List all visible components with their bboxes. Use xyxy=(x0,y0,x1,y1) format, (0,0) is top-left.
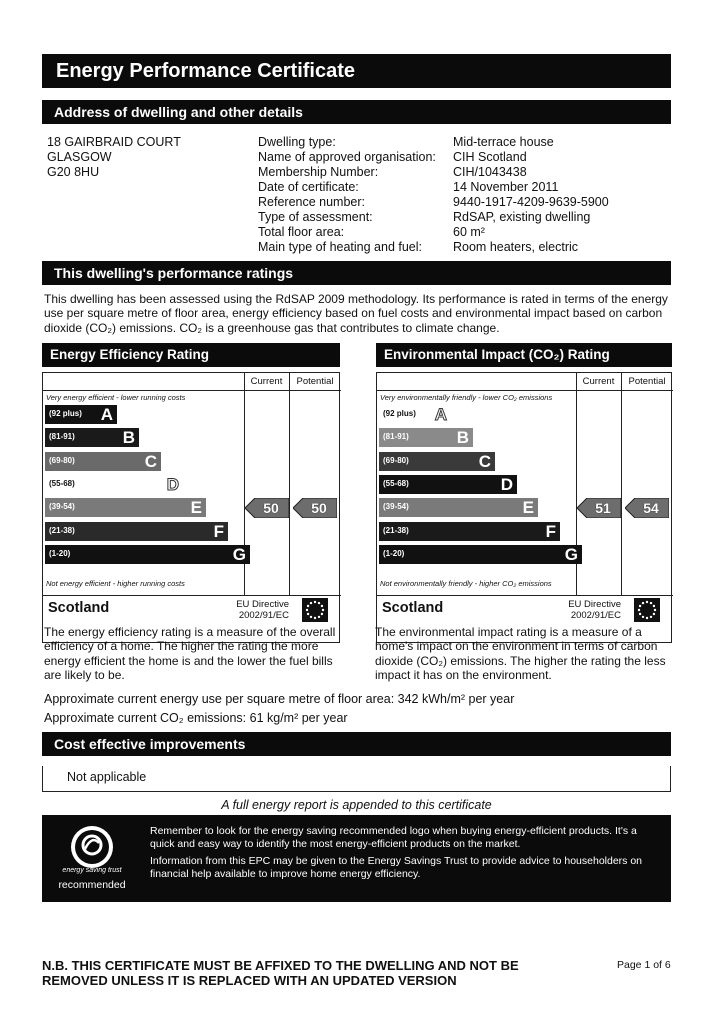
env-band-f xyxy=(379,522,560,541)
energy-divider xyxy=(43,390,341,391)
environmental-explanation: The environmental impact rating is a measure of a home's impact on the environment in terms of carbon dioxide (CO₂) emissions. The higher the rating the less impact it has on the environment. xyxy=(375,625,666,682)
address-section-heading: Address of dwelling and other details xyxy=(42,100,671,124)
env-bottom-note: Not environmentally friendly - higher CO₂ emissions xyxy=(380,579,552,588)
detail-value: Mid-terrace house xyxy=(453,135,554,149)
energy-band-letter: D xyxy=(166,474,179,494)
env-band-b xyxy=(379,428,473,447)
env-potential-pointer xyxy=(625,498,669,518)
energy-eu-flag-icon xyxy=(302,598,328,622)
env-region: Scotland xyxy=(382,600,444,616)
env-band-range: (69-80) xyxy=(383,455,409,465)
env-band-g xyxy=(379,545,582,564)
energy-band-range: (69-80) xyxy=(49,455,75,465)
improvements-heading: Cost effective improvements xyxy=(42,732,671,756)
energy-current-pointer-value: 50 xyxy=(263,500,279,517)
env-band-letter: D xyxy=(500,474,513,494)
detail-value: RdSAP, existing dwelling xyxy=(453,210,591,224)
detail-label: Date of certificate: xyxy=(258,180,359,194)
energy-saving-trust-logo xyxy=(54,823,130,891)
badge-text: energy saving trust xyxy=(62,867,122,874)
detail-label: Total floor area: xyxy=(258,225,345,239)
energy-band-letter: B xyxy=(122,428,135,448)
energy-band-range: (92 plus) xyxy=(49,409,82,418)
env-band-letter: G xyxy=(564,544,578,564)
logo-message-2: Information from this EPC may be given to the Energy Savings Trust to provide advice to householders on financial help available to improve home energy efficiency. xyxy=(150,855,643,880)
detail-value: CIH/1043438 xyxy=(453,165,527,179)
improvements-box xyxy=(42,766,671,792)
energy-eu-directive-line2: 2002/91/EC xyxy=(238,610,289,621)
energy-band-letter: C xyxy=(144,451,157,471)
env-potential-header: Potential xyxy=(628,376,666,387)
energy-band-e xyxy=(45,498,206,517)
energy-band-range: (81-91) xyxy=(49,432,75,442)
address-line: GLASGOW xyxy=(47,150,112,164)
env-band-range: (81-91) xyxy=(383,432,409,442)
energy-divider xyxy=(43,595,341,596)
env-band-d xyxy=(379,475,517,494)
energy-band-range: (39-54) xyxy=(49,502,75,512)
energy-band-b xyxy=(45,428,139,447)
env-current-pointer xyxy=(577,498,621,518)
energy-band-c xyxy=(45,452,161,471)
energy-chart-heading: Energy Efficiency Rating xyxy=(42,343,340,367)
env-divider xyxy=(621,373,622,595)
detail-value: 60 m² xyxy=(453,225,485,239)
detail-value: CIH Scotland xyxy=(453,150,527,164)
page-title: Energy Performance Certificate xyxy=(42,54,671,88)
energy-band-letter: F xyxy=(213,521,224,541)
detail-value: 14 November 2011 xyxy=(453,180,559,194)
environmental-chart-heading: Environmental Impact (CO₂) Rating xyxy=(376,343,672,367)
improvements-value: Not applicable xyxy=(67,770,147,784)
env-band-letter: E xyxy=(522,498,534,518)
energy-potential-pointer xyxy=(293,498,337,518)
env-current-header: Current xyxy=(582,376,615,387)
env-band-letter: A xyxy=(434,405,447,424)
detail-value: Room heaters, electric xyxy=(453,240,579,254)
env-band-letter: C xyxy=(478,451,491,471)
energy-band-letter: E xyxy=(190,498,202,518)
env-current-pointer-value: 51 xyxy=(595,500,611,517)
env-band-letter: B xyxy=(456,428,469,448)
address-block xyxy=(47,135,181,180)
address-line: G20 8HU xyxy=(47,165,100,179)
energy-rating-chart xyxy=(42,372,340,643)
approx-co2-emissions: Approximate current CO₂ emissions: 61 kg/m² per year xyxy=(44,711,348,725)
env-top-note: Very environmentally friendly - lower CO₂ emissions xyxy=(380,393,553,402)
env-band-range: (21-38) xyxy=(383,525,409,535)
energy-band-range: (55-68) xyxy=(49,478,75,488)
env-eu-flag-icon xyxy=(634,598,660,622)
detail-label: Dwelling type: xyxy=(258,135,336,149)
performance-paragraph: This dwelling has been assessed using the RdSAP 2009 methodology. Its performance is rated in terms of the energy use per square metre of floor area, energy efficiency based on fuel costs and environmental impact based on carbon dioxide (CO₂) emissions. CO₂ is a greenhouse gas that contributes to climate change. xyxy=(44,292,668,335)
energy-band-a xyxy=(45,405,117,424)
energy-potential-pointer-value: 50 xyxy=(311,500,327,517)
energy-current-header: Current xyxy=(250,376,283,387)
detail-value: 9440-1917-4209-9639-5900 xyxy=(453,195,609,209)
env-band-range: (55-68) xyxy=(383,478,409,488)
logo-message-1: Remember to look for the energy saving recommended logo when buying energy-efficient products. It's a quick and easy way to identify the most energy-efficient products on the market. xyxy=(150,825,637,850)
env-eu-directive-line1: EU Directive xyxy=(568,599,621,610)
env-potential-pointer-value: 54 xyxy=(643,500,659,517)
energy-divider xyxy=(289,373,290,595)
env-band-range: (1-20) xyxy=(383,548,405,558)
energy-band-f xyxy=(45,522,228,541)
energy-band-range: (21-38) xyxy=(49,525,75,535)
approx-energy-use: Approximate current energy use per square metre of floor area: 342 kWh/m² per year xyxy=(44,692,515,706)
energy-potential-header: Potential xyxy=(296,376,334,387)
env-band-range: (92 plus) xyxy=(383,409,416,418)
detail-label: Type of assessment: xyxy=(258,210,373,224)
env-eu-directive-line2: 2002/91/EC xyxy=(570,610,621,621)
energy-band-letter: G xyxy=(232,544,246,564)
page-number: Page 1 of 6 xyxy=(617,959,671,971)
energy-explanation: The energy efficiency rating is a measure of the overall efficiency of a home. The higher the rating the more energy efficient the home is and the lower the fuel bills are likely to be. xyxy=(44,625,336,682)
performance-section-heading: This dwelling's performance ratings xyxy=(42,261,671,285)
energy-bottom-note: Not energy efficient - higher running costs xyxy=(46,579,185,588)
recommended-label: recommended xyxy=(58,879,126,891)
detail-label: Membership Number: xyxy=(258,165,379,179)
detail-label: Name of approved organisation: xyxy=(258,150,436,164)
env-band-a xyxy=(379,405,451,424)
footer-notice: N.B. THIS CERTIFICATE MUST BE AFFIXED TO THE DWELLING AND NOT BE REMOVED UNLESS IT IS REPLACED WITH AN UPDATED VERSION xyxy=(42,958,519,988)
detail-label: Reference number: xyxy=(258,195,366,209)
env-divider xyxy=(377,595,673,596)
env-band-letter: F xyxy=(545,521,556,541)
energy-top-note: Very energy efficient - lower running costs xyxy=(46,393,186,402)
env-band-range: (39-54) xyxy=(383,502,409,512)
energy-saving-bar xyxy=(42,815,671,902)
energy-band-d xyxy=(45,475,183,494)
energy-region: Scotland xyxy=(48,600,110,616)
energy-band-letter: A xyxy=(100,405,113,424)
energy-band-range: (1-20) xyxy=(49,548,71,558)
env-band-e xyxy=(379,498,538,517)
energy-band-g xyxy=(45,545,250,564)
env-band-c xyxy=(379,452,495,471)
energy-current-pointer xyxy=(245,498,289,518)
environmental-rating-chart xyxy=(376,372,672,643)
address-line: 18 GAIRBRAID COURT xyxy=(47,135,181,149)
detail-label: Main type of heating and fuel: xyxy=(258,240,423,254)
env-divider xyxy=(377,390,673,391)
energy-eu-directive-line1: EU Directive xyxy=(236,599,289,610)
report-note: A full energy report is appended to this certificate xyxy=(221,798,492,812)
